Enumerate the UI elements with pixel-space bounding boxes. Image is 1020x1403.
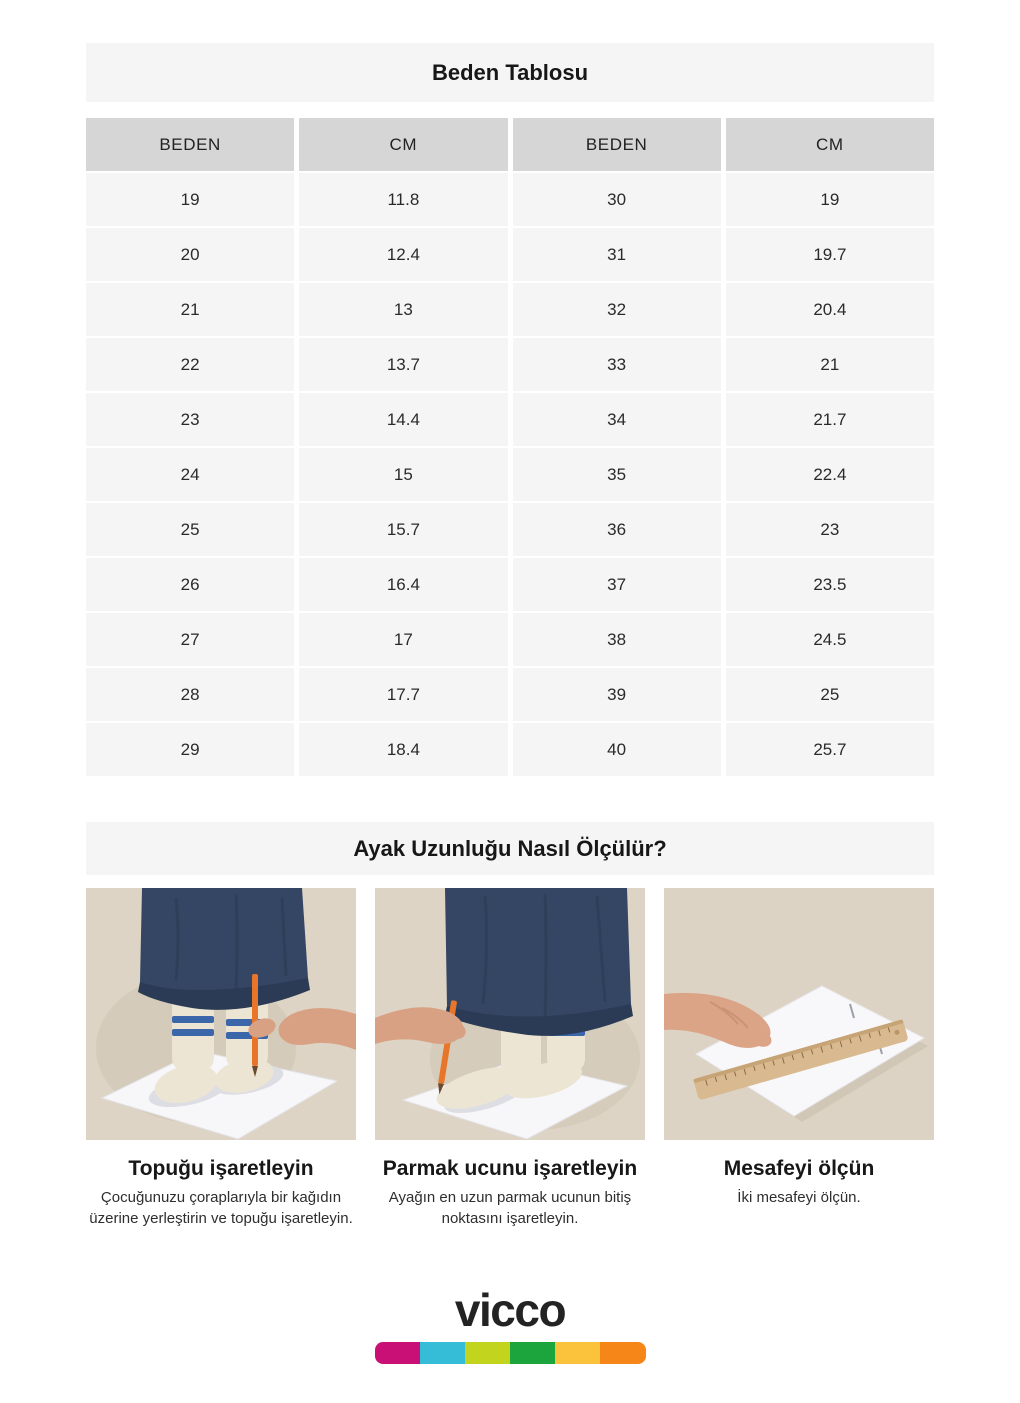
size-cell: 33 <box>513 338 721 391</box>
brand-bar-segment <box>600 1342 645 1364</box>
size-cell: 18.4 <box>299 723 507 776</box>
size-cell: 36 <box>513 503 721 556</box>
size-cell: 32 <box>513 283 721 336</box>
size-cell: 12.4 <box>299 228 507 281</box>
brand-color-bar <box>375 1342 646 1364</box>
toe-marking-photo <box>375 888 645 1140</box>
size-cell: 28 <box>86 668 294 721</box>
size-cell: 16.4 <box>299 558 507 611</box>
step-title: Topuğu işaretleyin <box>128 1157 314 1180</box>
brand-bar-segment <box>420 1342 465 1364</box>
size-cell: 30 <box>513 173 721 226</box>
step-title: Mesafeyi ölçün <box>723 1157 875 1180</box>
size-cell: 15 <box>299 448 507 501</box>
size-cell: 25.7 <box>726 723 934 776</box>
size-cell: 21 <box>726 338 934 391</box>
size-cell: 25 <box>86 503 294 556</box>
size-cell: 27 <box>86 613 294 666</box>
size-table-header: BEDEN <box>86 118 294 171</box>
size-cell: 17 <box>299 613 507 666</box>
size-cell: 19 <box>726 173 934 226</box>
size-cell: 20 <box>86 228 294 281</box>
size-cell: 23 <box>726 503 934 556</box>
ruler-measuring-photo <box>664 888 934 1140</box>
size-cell: 31 <box>513 228 721 281</box>
size-cell: 15.7 <box>299 503 507 556</box>
sock-stripe <box>172 1029 214 1036</box>
step-description: Ayağın en uzun parmak ucunun bitiş noktasını işaretleyin. <box>388 1189 632 1227</box>
size-table-header: BEDEN <box>513 118 721 171</box>
sock-stripe <box>172 1016 214 1023</box>
size-cell: 37 <box>513 558 721 611</box>
size-cell: 35 <box>513 448 721 501</box>
size-cell: 19 <box>86 173 294 226</box>
page-title <box>86 43 934 102</box>
brand-bar-segment <box>510 1342 555 1364</box>
size-table-header: CM <box>726 118 934 171</box>
size-cell: 24 <box>86 448 294 501</box>
size-cell: 11.8 <box>299 173 507 226</box>
size-cell: 13.7 <box>299 338 507 391</box>
size-cell: 20.4 <box>726 283 934 336</box>
orange-pencil <box>252 974 258 1066</box>
brand-bar-segment <box>555 1342 600 1364</box>
measuring-steps <box>86 888 934 1229</box>
size-cell: 21 <box>86 283 294 336</box>
step-description: İki mesafeyi ölçün. <box>737 1189 861 1206</box>
size-cell: 38 <box>513 613 721 666</box>
page-title-text: Beden Tablosu <box>431 59 589 85</box>
step-description: Çocuğunuzu çoraplarıyla bir kağıdın üzerine yerleştirin ve topuğu işaretleyin. <box>89 1189 353 1227</box>
section-title <box>86 822 934 875</box>
step-title: Parmak ucunu işaretleyin <box>382 1157 638 1180</box>
step-heel <box>86 888 356 1229</box>
size-cell: 19.7 <box>726 228 934 281</box>
size-cell: 14.4 <box>299 393 507 446</box>
size-cell: 23.5 <box>726 558 934 611</box>
size-chart-page <box>86 43 934 1364</box>
size-cell: 26 <box>86 558 294 611</box>
vicco-logo: vicco <box>454 1284 566 1336</box>
size-cell: 13 <box>299 283 507 336</box>
section-title-text: Ayak Uzunluğu Nasıl Ölçülür? <box>353 835 667 861</box>
step-toe <box>375 888 645 1229</box>
size-cell: 29 <box>86 723 294 776</box>
step-measure <box>664 888 934 1229</box>
size-cell: 17.7 <box>299 668 507 721</box>
heel-marking-photo <box>86 888 356 1140</box>
size-cell: 40 <box>513 723 721 776</box>
size-table-header: CM <box>299 118 507 171</box>
size-cell: 34 <box>513 393 721 446</box>
size-cell: 22.4 <box>726 448 934 501</box>
brand-footer <box>86 1285 934 1364</box>
size-cell: 22 <box>86 338 294 391</box>
size-table <box>86 118 934 776</box>
brand-bar-segment <box>465 1342 510 1364</box>
size-cell: 25 <box>726 668 934 721</box>
size-cell: 39 <box>513 668 721 721</box>
size-cell: 21.7 <box>726 393 934 446</box>
size-cell: 24.5 <box>726 613 934 666</box>
size-cell: 23 <box>86 393 294 446</box>
brand-bar-segment <box>375 1342 420 1364</box>
